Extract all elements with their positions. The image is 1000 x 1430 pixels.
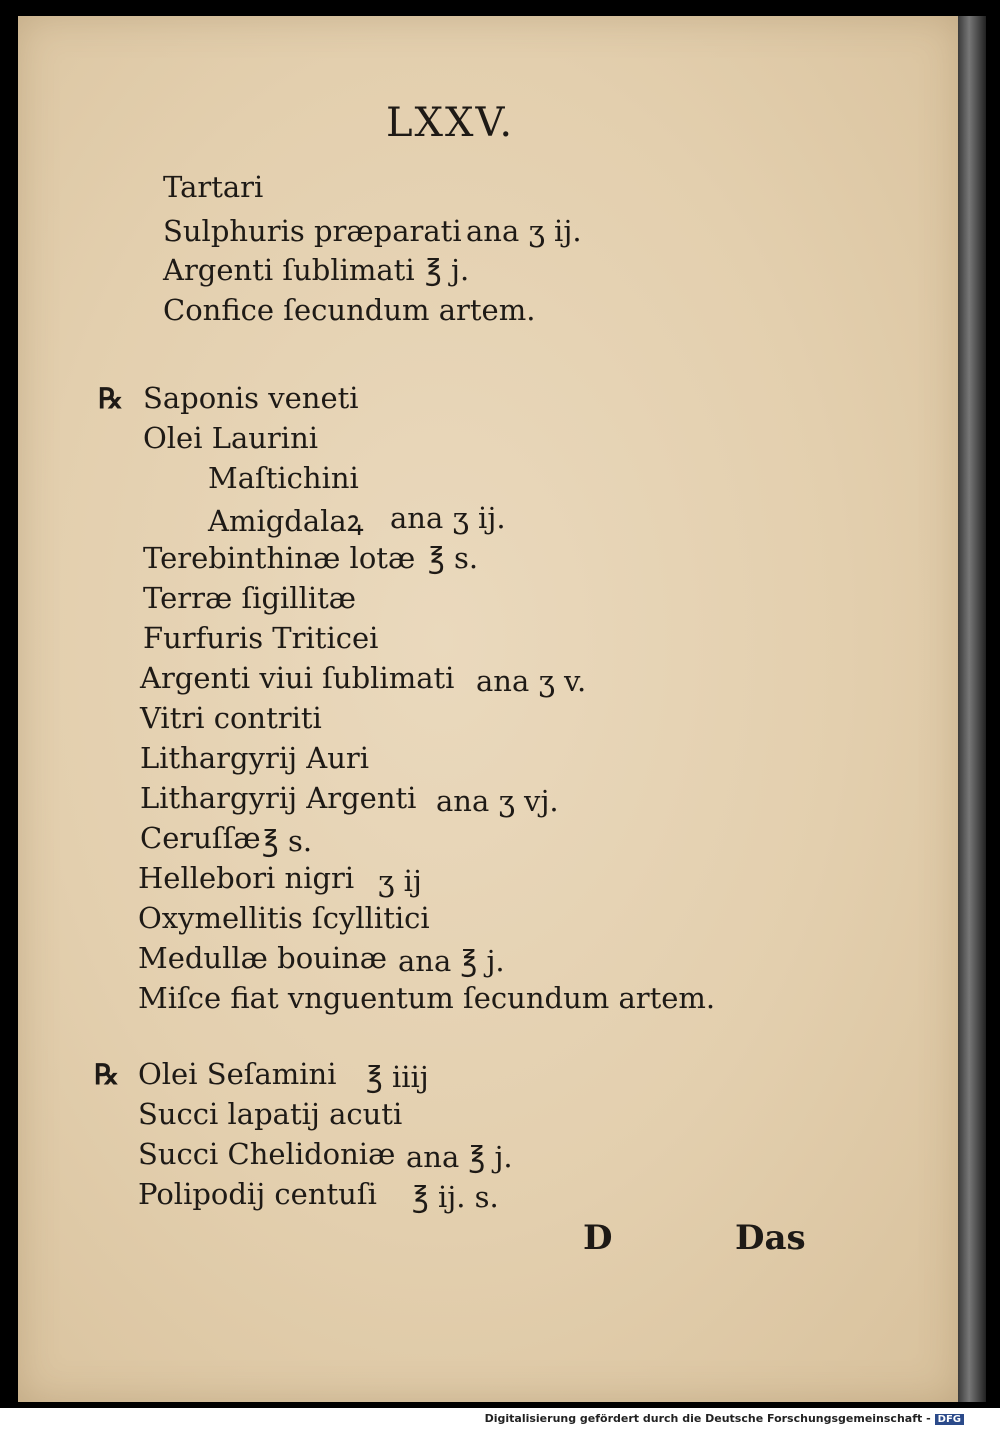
recipe-line: Terræ ſigillitæ — [143, 581, 357, 615]
recipe-line: Saponis veneti — [143, 381, 359, 415]
recipe-line: Argenti viui ſublimati — [140, 661, 455, 695]
recipe-marker: ℞ — [98, 382, 124, 415]
recipe-amount: ana ʒ ij. — [390, 501, 506, 535]
recipe-amount: ʒ ij — [378, 864, 422, 898]
recipe-line: Tartari — [163, 170, 264, 204]
recipe-amount: ana ʒ v. — [476, 664, 587, 698]
catchword: Das — [735, 1218, 806, 1258]
recipe-line: Medullæ bouinæ — [138, 941, 388, 975]
recipe-line: Oxymellitis ſcyllitici — [138, 901, 430, 935]
recipe-amount: ℥ ij. s. — [412, 1180, 499, 1214]
digitization-credit — [485, 1412, 964, 1425]
recipe-line: Miſce fiat vnguentum ſecundum artem. — [138, 981, 716, 1015]
recipe-amount: ana ℥ j. — [398, 944, 505, 978]
dfg-logo: DFG — [935, 1414, 964, 1425]
recipe-amount: ana ℥ j. — [406, 1140, 513, 1174]
recipe-line: Hellebori nigri — [138, 861, 355, 895]
recipe-line: Olei Laurini — [143, 421, 319, 455]
recipe-line: Amigdalaꝝ — [208, 504, 364, 538]
recipe-line: Succi lapatij acuti — [138, 1097, 403, 1131]
recipe-line: Lithargyrij Auri — [140, 741, 370, 775]
recipe-line: Confice ſecundum artem. — [163, 293, 536, 327]
recipe-line: Sulphuris præparati — [163, 214, 462, 248]
recipe-amount: ℥ j. — [425, 253, 470, 287]
recipe-amount: ℥ s. — [262, 824, 313, 858]
recipe-marker: ℞ — [94, 1058, 120, 1091]
recipe-line: Succi Chelidoniæ — [138, 1137, 396, 1171]
recipe-amount: ℥ iiij — [366, 1060, 429, 1094]
signature-mark: D — [583, 1218, 613, 1258]
recipe-line: Polipodij centuſi — [138, 1177, 377, 1211]
recipe-amount: ana ʒ vj. — [436, 784, 559, 818]
page-edge — [958, 16, 986, 1402]
recipe-line: Furfuris Triticei — [143, 621, 379, 655]
recipe-amount: ℥ s. — [428, 541, 479, 575]
recipe-line: Vitri contriti — [140, 701, 322, 735]
page-number: LXXV. — [385, 100, 515, 146]
recipe-line: Maſtichini — [208, 461, 359, 495]
recipe-line: Lithargyrij Argenti — [140, 781, 417, 815]
recipe-line: Ceruſſæ — [140, 821, 261, 855]
recipe-amount: ana ʒ ij. — [466, 214, 582, 248]
recipe-line: Terebinthinæ lotæ — [143, 541, 416, 575]
credit-text: Digitalisierung gefördert durch die Deutsche Forschungsgemeinschaft - — [484, 1412, 931, 1425]
recipe-line: Argenti ſublimati — [163, 253, 415, 287]
recipe-line: Olei Seſamini — [138, 1057, 337, 1091]
